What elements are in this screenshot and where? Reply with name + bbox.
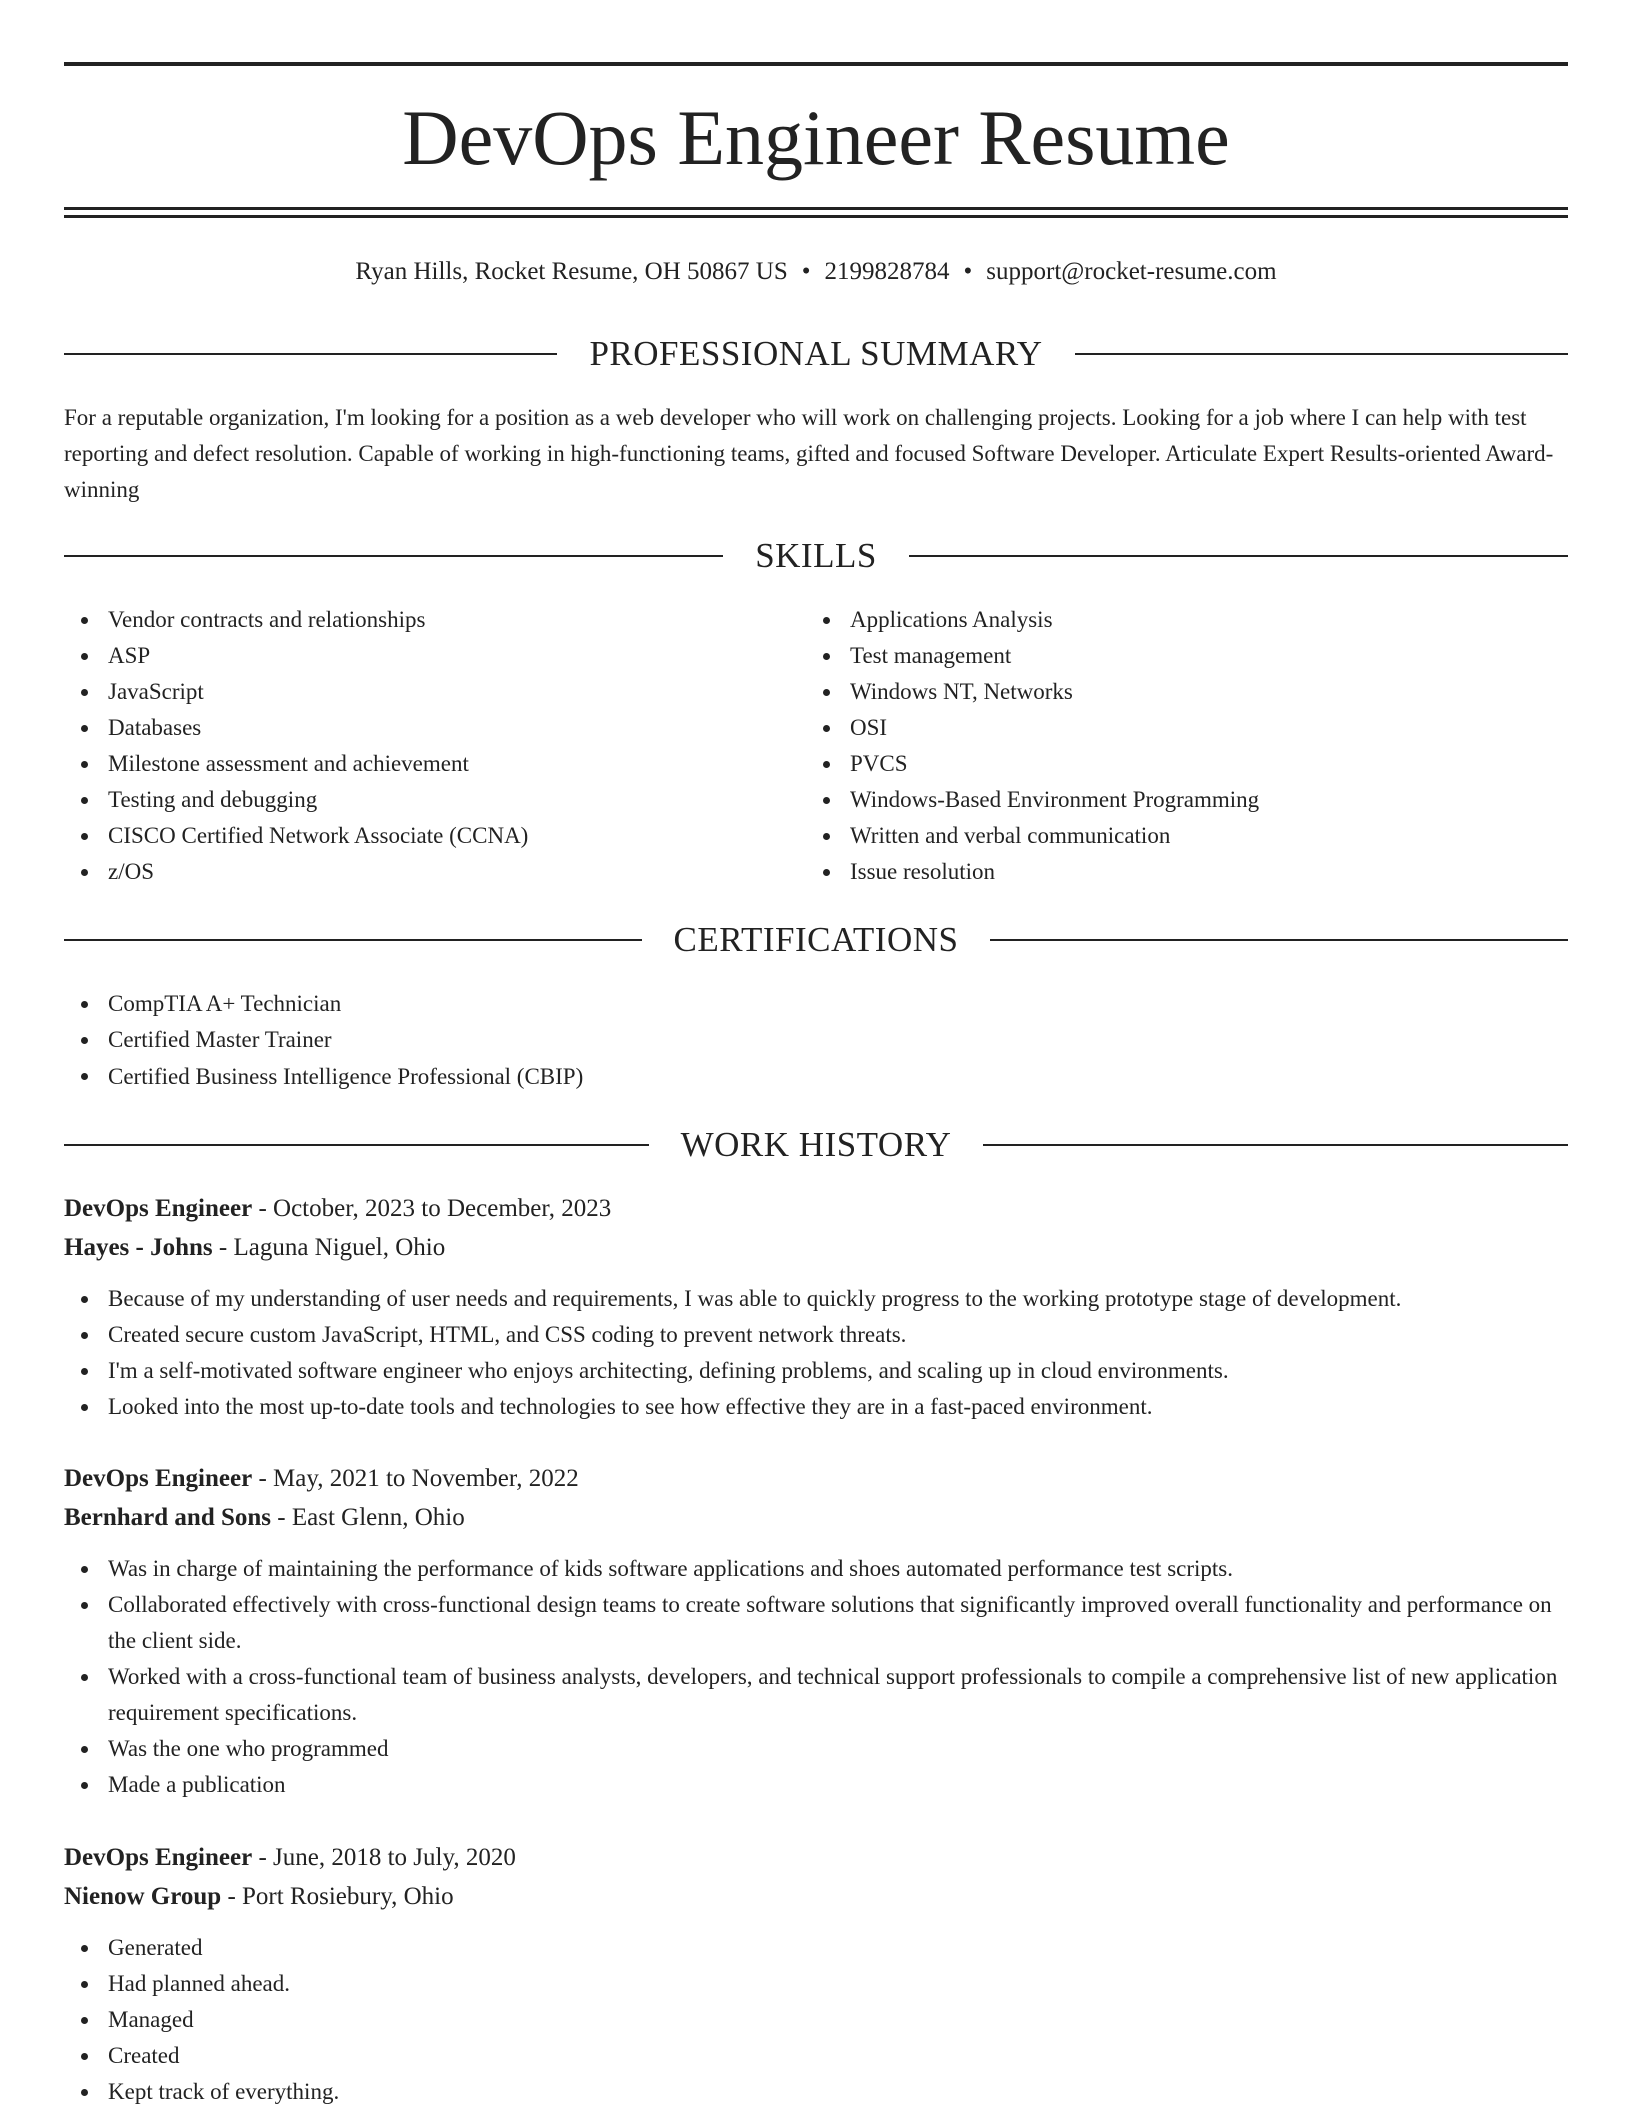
job-title: DevOps Engineer: [64, 1844, 253, 1871]
contact-phone: 2199828784: [824, 258, 950, 285]
contact-email: support@rocket-resume.com: [986, 258, 1277, 285]
job-bullet: Kept track of everything.: [64, 2074, 1568, 2110]
contact-line: [64, 254, 1568, 290]
heading-rule-left: [64, 353, 557, 355]
job-company: Bernhard and Sons: [64, 1504, 272, 1531]
job-dates: - October, 2023 to December, 2023: [252, 1195, 612, 1222]
skill-item: JavaScript: [64, 674, 764, 710]
heading-rule-right: [1075, 353, 1568, 355]
job-bullet: Was the one who programmed: [64, 1731, 1568, 1767]
skill-item: OSI: [806, 710, 1506, 746]
job-bullet: Generated: [64, 1930, 1568, 1966]
skill-item: CISCO Certified Network Associate (CCNA): [64, 818, 764, 854]
job-bullet: I'm a self-motivated software engineer who enjoys architecting, defining problems, and scaling up in cloud environments.: [64, 1353, 1568, 1389]
skills-list-right: [806, 602, 1506, 890]
job-bullet: Worked with a cross-functional team of business analysts, developers, and technical support professionals to compile a comprehensive list of new application requirement specifications.: [64, 1659, 1568, 1731]
job-title-line: [64, 1459, 1568, 1498]
job-bullet: Made a publication: [64, 1767, 1568, 1803]
skill-item: PVCS: [806, 746, 1506, 782]
skill-item: ASP: [64, 638, 764, 674]
summary-text: For a reputable organization, I'm looking for a position as a web developer who will work on challenging projects. Looking for a job where I can help with test reporting and defect resolution. Capable of working in high-functioning teams, gifted and focused Software Developer. Articulate Expert Results-oriented Award-winning: [64, 405, 1554, 502]
heading-rule-left: [64, 939, 642, 941]
job-location: - Laguna Niguel, Ohio: [212, 1234, 446, 1261]
section-title-summary: PROFESSIONAL SUMMARY: [589, 334, 1043, 373]
certification-item: Certified Master Trainer: [64, 1022, 1064, 1058]
skill-item: Issue resolution: [806, 854, 1506, 890]
heading-rule-left: [64, 555, 723, 557]
job-bullet: Had planned ahead.: [64, 1966, 1568, 2002]
job-entry: [64, 1189, 1568, 1425]
skill-item: Vendor contracts and relationships: [64, 602, 764, 638]
job-title-line: [64, 1189, 1568, 1228]
skill-item: Testing and debugging: [64, 782, 764, 818]
job-bullet: Managed: [64, 2002, 1568, 2038]
skill-item: Databases: [64, 710, 764, 746]
skill-item: Test management: [806, 638, 1506, 674]
section-title-certifications: CERTIFICATIONS: [673, 920, 959, 959]
skill-item: Applications Analysis: [806, 602, 1506, 638]
top-rule: [64, 62, 1568, 66]
contact-separator: •: [963, 258, 973, 285]
job-dates: - May, 2021 to November, 2022: [252, 1465, 579, 1492]
certification-item: CompTIA A+ Technician: [64, 986, 1064, 1022]
job-title: DevOps Engineer: [64, 1195, 253, 1222]
job-bullets: [64, 1281, 1568, 1425]
job-entry: [64, 1459, 1568, 1803]
job-bullet: Created secure custom JavaScript, HTML, and CSS coding to prevent network threats.: [64, 1317, 1568, 1353]
skill-item: Windows-Based Environment Programming: [806, 782, 1506, 818]
job-company-line: [64, 1498, 1568, 1537]
title-double-rule: [64, 207, 1568, 218]
certification-item: Certified Business Intelligence Professional (CBIP): [64, 1058, 1064, 1096]
skill-item: z/OS: [64, 854, 764, 890]
job-entry: [64, 1838, 1568, 2110]
job-bullet: Because of my understanding of user needs and requirements, I was able to quickly progress to the working prototype stage of development.: [64, 1281, 1568, 1317]
section-heading-skills: [64, 534, 1568, 578]
section-title-skills: SKILLS: [755, 536, 877, 575]
contact-separator: •: [801, 258, 811, 285]
heading-rule-right: [983, 1144, 1568, 1146]
heading-rule-right: [990, 939, 1568, 941]
section-heading-work-history: [64, 1123, 1568, 1167]
section-heading-certifications: [64, 918, 1568, 962]
job-bullet: Was in charge of maintaining the performance of kids software applications and shoes automated performance test scripts.: [64, 1551, 1568, 1587]
job-bullets: [64, 1930, 1568, 2110]
skill-item: Written and verbal communication: [806, 818, 1506, 854]
job-title-line: [64, 1838, 1568, 1877]
job-dates: - June, 2018 to July, 2020: [252, 1844, 516, 1871]
job-company: Nienow Group: [64, 1883, 222, 1910]
heading-rule-right: [909, 555, 1568, 557]
resume-title: DevOps Engineer Resume: [402, 94, 1230, 181]
job-title: DevOps Engineer: [64, 1465, 253, 1492]
contact-address: Ryan Hills, Rocket Resume, OH 50867 US: [355, 258, 788, 285]
job-company-line: [64, 1228, 1568, 1267]
job-company: Hayes - Johns: [64, 1234, 213, 1261]
job-company-line: [64, 1877, 1568, 1916]
job-bullets: [64, 1551, 1568, 1803]
job-location: - Port Rosiebury, Ohio: [221, 1883, 454, 1910]
job-bullet: Collaborated effectively with cross-functional design teams to create software solutions that significantly improved overall functionality and performance on the client side.: [64, 1587, 1568, 1659]
job-bullet: Looked into the most up-to-date tools and technologies to see how effective they are in a fast-paced environment.: [64, 1389, 1568, 1425]
section-title-work-history: WORK HISTORY: [680, 1125, 952, 1164]
heading-rule-left: [64, 1144, 649, 1146]
job-location: - East Glenn, Ohio: [271, 1504, 465, 1531]
skills-list-left: [64, 602, 764, 890]
job-bullet: Created: [64, 2038, 1568, 2074]
section-heading-summary: [64, 332, 1568, 376]
skill-item: Milestone assessment and achievement: [64, 746, 764, 782]
skill-item: Windows NT, Networks: [806, 674, 1506, 710]
certifications-list: [64, 986, 1064, 1096]
